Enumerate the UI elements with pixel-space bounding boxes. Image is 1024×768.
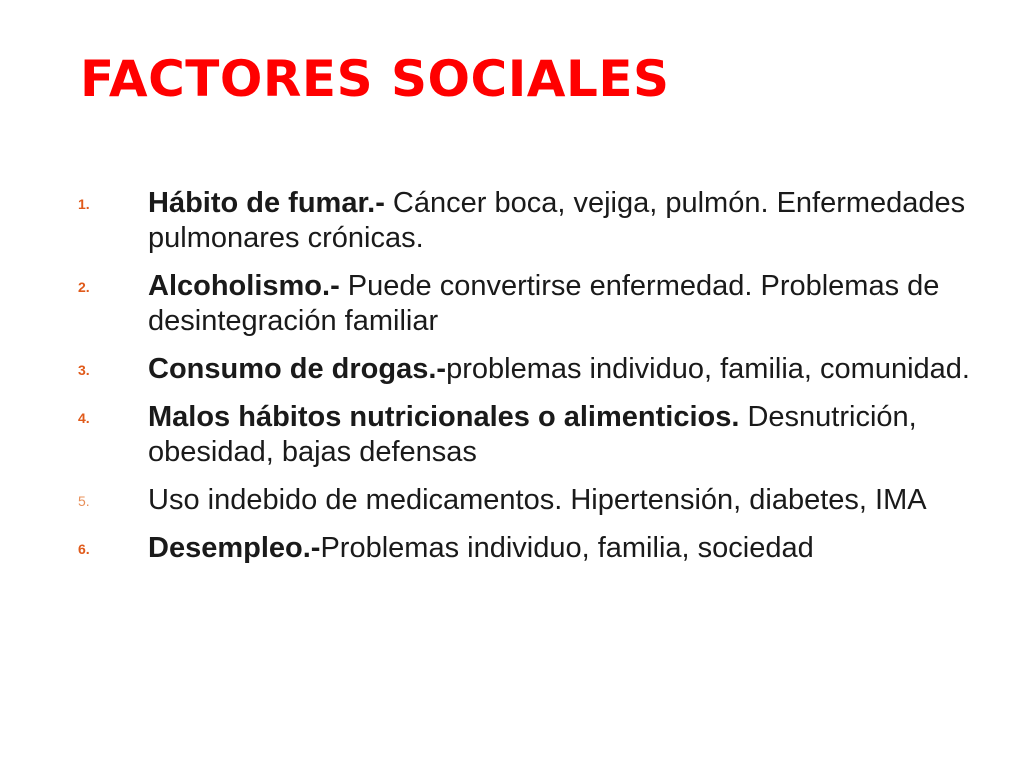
list-item [78,531,978,566]
list-item [78,269,978,339]
item-text: Problemas individuo, familia, sociedad [320,532,814,564]
item-number: 3. [78,362,90,378]
list-item [78,400,978,470]
item-term: Malos hábitos nutricionales o alimenticios. [148,401,740,433]
item-text: Puede convertirse enfermedad. Problemas de desintegración familiar [148,270,940,337]
item-number: 5. [78,493,90,509]
item-number: 4. [78,410,90,426]
item-text: Uso indebido de medicamentos. Hipertensión, diabetes, IMA [148,484,927,516]
item-text: problemas individuo, familia, comunidad. [446,353,970,385]
item-number: 1. [78,196,90,212]
item-term: Desempleo.- [148,532,321,564]
list-item [78,483,978,518]
list-item [78,186,978,256]
slide-title: FACTORES SOCIALES [80,50,670,108]
item-number: 6. [78,541,90,557]
factors-list [78,186,978,579]
item-text: Cáncer boca, vejiga, pulmón. Enfermedades pulmonares crónicas. [148,187,966,254]
item-number: 2. [78,279,90,295]
item-term: Consumo de drogas.- [148,353,447,385]
item-term: Alcoholismo.- [148,270,340,302]
item-text: Desnutrición, obesidad, bajas defensas [148,401,917,468]
list-item [78,352,978,387]
item-term: Hábito de fumar.- [148,187,385,219]
